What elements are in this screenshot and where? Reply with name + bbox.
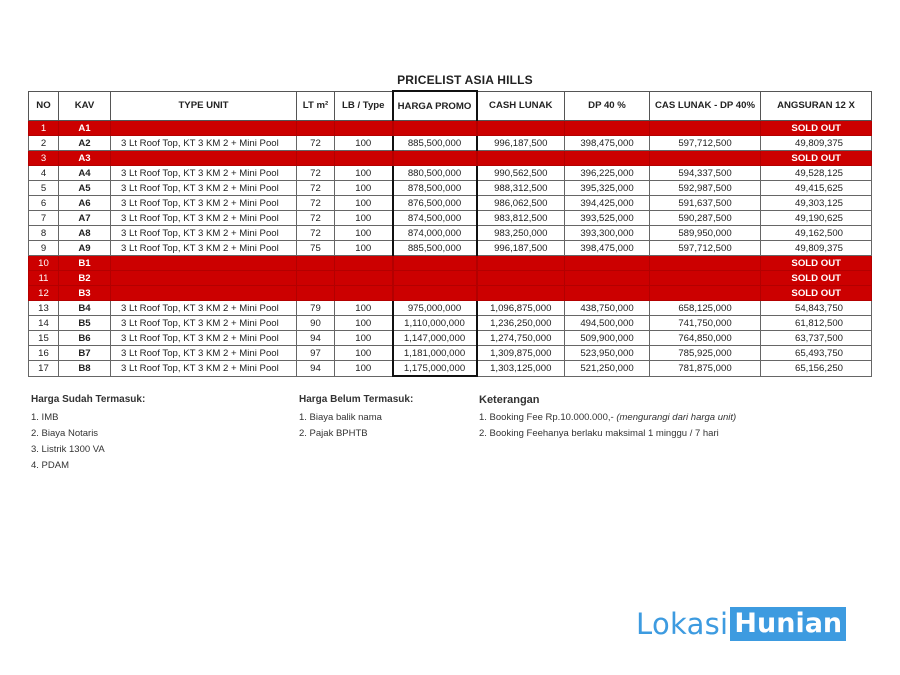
cell-cash-lunak (477, 256, 565, 271)
cell-cas-lunak-dp: 590,287,500 (650, 211, 761, 226)
cell-type-unit: 3 Lt Roof Top, KT 3 KM 2 + Mini Pool (111, 166, 297, 181)
cell-no: 7 (29, 211, 59, 226)
cell-cash-lunak: 983,812,500 (477, 211, 565, 226)
cell-kav: A8 (59, 226, 111, 241)
cell-angsuran: SOLD OUT (761, 286, 872, 301)
cell-dp: 394,425,000 (565, 196, 650, 211)
header-angsuran: ANGSURAN 12 X (761, 91, 872, 121)
harga-sudah-heading: Harga Sudah Termasuk: (31, 394, 146, 405)
cell-harga-promo: 876,500,000 (393, 196, 477, 211)
cell-no: 16 (29, 346, 59, 361)
table-row-sold-out (29, 271, 872, 286)
cell-type-unit (111, 286, 297, 301)
cell-lt: 94 (297, 331, 335, 346)
cell-dp: 521,250,000 (565, 361, 650, 377)
cell-lb: 100 (335, 166, 393, 181)
cell-no: 8 (29, 226, 59, 241)
cell-cash-lunak: 996,187,500 (477, 241, 565, 256)
cell-type-unit: 3 Lt Roof Top, KT 3 KM 2 + Mini Pool (111, 346, 297, 361)
cell-lt: 72 (297, 166, 335, 181)
cell-angsuran: SOLD OUT (761, 271, 872, 286)
cell-type-unit: 3 Lt Roof Top, KT 3 KM 2 + Mini Pool (111, 361, 297, 377)
cell-cash-lunak (477, 121, 565, 136)
cell-lb: 100 (335, 361, 393, 377)
cell-cas-lunak-dp: 741,750,000 (650, 316, 761, 331)
table-row (29, 316, 872, 331)
list-item: 2. Pajak BPHTB (299, 428, 368, 439)
cell-cash-lunak: 1,096,875,000 (477, 301, 565, 316)
cell-no: 10 (29, 256, 59, 271)
header-no: NO (29, 91, 59, 121)
cell-lb (335, 256, 393, 271)
cell-lt (297, 256, 335, 271)
cell-kav: B4 (59, 301, 111, 316)
header-cash-lunak: CASH LUNAK (477, 91, 565, 121)
table-row-sold-out (29, 121, 872, 136)
table-row (29, 241, 872, 256)
cell-lt: 97 (297, 346, 335, 361)
cell-dp: 393,300,000 (565, 226, 650, 241)
cell-angsuran: SOLD OUT (761, 121, 872, 136)
cell-harga-promo: 1,110,000,000 (393, 316, 477, 331)
cell-cas-lunak-dp: 764,850,000 (650, 331, 761, 346)
cell-lt (297, 151, 335, 166)
lokasi-hunian-logo (636, 606, 846, 642)
cell-cash-lunak: 1,236,250,000 (477, 316, 565, 331)
list-item: 1. IMB (31, 412, 59, 423)
keterangan-item1-text: 1. Booking Fee Rp.10.000.000,- (479, 412, 617, 423)
cell-cash-lunak: 990,562,500 (477, 166, 565, 181)
cell-cash-lunak (477, 286, 565, 301)
cell-lb: 100 (335, 241, 393, 256)
cell-angsuran: 49,528,125 (761, 166, 872, 181)
cell-angsuran: 49,415,625 (761, 181, 872, 196)
cell-cash-lunak (477, 151, 565, 166)
cell-harga-promo (393, 286, 477, 301)
cell-angsuran: 61,812,500 (761, 316, 872, 331)
cell-cash-lunak: 996,187,500 (477, 136, 565, 151)
cell-cas-lunak-dp (650, 271, 761, 286)
cell-type-unit (111, 151, 297, 166)
cell-cas-lunak-dp: 597,712,500 (650, 136, 761, 151)
cell-lt: 72 (297, 136, 335, 151)
cell-cas-lunak-dp (650, 151, 761, 166)
cell-cas-lunak-dp: 658,125,000 (650, 301, 761, 316)
cell-no: 2 (29, 136, 59, 151)
cell-type-unit: 3 Lt Roof Top, KT 3 KM 2 + Mini Pool (111, 331, 297, 346)
cell-lb (335, 271, 393, 286)
cell-type-unit: 3 Lt Roof Top, KT 3 KM 2 + Mini Pool (111, 136, 297, 151)
cell-kav: A5 (59, 181, 111, 196)
cell-dp: 396,225,000 (565, 166, 650, 181)
cell-dp (565, 121, 650, 136)
cell-type-unit (111, 271, 297, 286)
cell-lt: 72 (297, 226, 335, 241)
cell-type-unit: 3 Lt Roof Top, KT 3 KM 2 + Mini Pool (111, 226, 297, 241)
cell-angsuran: 49,190,625 (761, 211, 872, 226)
logo-text-hunian: Hunian (730, 607, 846, 641)
cell-kav: A4 (59, 166, 111, 181)
cell-angsuran: 65,156,250 (761, 361, 872, 377)
header-harga-promo: HARGA PROMO (393, 91, 477, 121)
table-row-sold-out (29, 286, 872, 301)
table-row (29, 331, 872, 346)
cell-dp: 494,500,000 (565, 316, 650, 331)
cell-dp (565, 256, 650, 271)
table-row (29, 196, 872, 211)
table-row (29, 136, 872, 151)
cell-lb: 100 (335, 181, 393, 196)
cell-kav: A2 (59, 136, 111, 151)
cell-harga-promo (393, 121, 477, 136)
cell-no: 3 (29, 151, 59, 166)
page-title: PRICELIST ASIA HILLS (397, 73, 533, 87)
cell-cas-lunak-dp: 785,925,000 (650, 346, 761, 361)
cell-no: 12 (29, 286, 59, 301)
cell-angsuran: SOLD OUT (761, 256, 872, 271)
cell-cash-lunak: 1,303,125,000 (477, 361, 565, 377)
cell-kav: A7 (59, 211, 111, 226)
cell-cas-lunak-dp (650, 286, 761, 301)
table-row (29, 301, 872, 316)
cell-lb: 100 (335, 226, 393, 241)
cell-no: 11 (29, 271, 59, 286)
table-row (29, 226, 872, 241)
cell-angsuran: 54,843,750 (761, 301, 872, 316)
cell-lb: 100 (335, 196, 393, 211)
cell-type-unit (111, 121, 297, 136)
keterangan-item1-note: (mengurangi dari harga unit) (616, 412, 737, 423)
cell-harga-promo: 880,500,000 (393, 166, 477, 181)
header-lt: LT m² (297, 91, 335, 121)
cell-no: 15 (29, 331, 59, 346)
harga-belum-heading: Harga Belum Termasuk: (299, 394, 414, 405)
cell-kav: A3 (59, 151, 111, 166)
harga-sudah-termasuk (31, 392, 145, 474)
cell-lt: 75 (297, 241, 335, 256)
list-item: 1. Biaya balik nama (299, 412, 382, 423)
header-dp: DP 40 % (565, 91, 650, 121)
cell-no: 6 (29, 196, 59, 211)
table-row (29, 181, 872, 196)
cell-type-unit: 3 Lt Roof Top, KT 3 KM 2 + Mini Pool (111, 196, 297, 211)
list-item: 2. Biaya Notaris (31, 428, 99, 439)
cell-harga-promo: 1,175,000,000 (393, 361, 477, 377)
cell-harga-promo: 874,000,000 (393, 226, 477, 241)
cell-harga-promo: 885,500,000 (393, 241, 477, 256)
cell-dp (565, 286, 650, 301)
cell-lt (297, 271, 335, 286)
cell-dp: 395,325,000 (565, 181, 650, 196)
cell-harga-promo: 885,500,000 (393, 136, 477, 151)
cell-lt: 90 (297, 316, 335, 331)
cell-dp: 509,900,000 (565, 331, 650, 346)
cell-kav: A1 (59, 121, 111, 136)
cell-lb: 100 (335, 316, 393, 331)
cell-harga-promo (393, 256, 477, 271)
harga-belum-termasuk (299, 392, 413, 442)
cell-kav: A6 (59, 196, 111, 211)
cell-type-unit: 3 Lt Roof Top, KT 3 KM 2 + Mini Pool (111, 181, 297, 196)
table-row (29, 166, 872, 181)
cell-dp (565, 271, 650, 286)
cell-harga-promo (393, 271, 477, 286)
header-lb: LB / Type (335, 91, 393, 121)
cell-lb: 100 (335, 136, 393, 151)
cell-lb: 100 (335, 331, 393, 346)
cell-cas-lunak-dp: 597,712,500 (650, 241, 761, 256)
cell-angsuran: 49,303,125 (761, 196, 872, 211)
cell-dp: 523,950,000 (565, 346, 650, 361)
cell-harga-promo: 878,500,000 (393, 181, 477, 196)
pricelist-table (28, 90, 872, 377)
list-item (479, 410, 736, 426)
cell-lb: 100 (335, 211, 393, 226)
cell-lt: 72 (297, 181, 335, 196)
logo-text-lokasi: Lokasi (636, 607, 729, 641)
cell-dp: 398,475,000 (565, 241, 650, 256)
cell-no: 17 (29, 361, 59, 377)
table-body (29, 121, 872, 377)
cell-kav: B7 (59, 346, 111, 361)
keterangan-heading: Keterangan (479, 394, 540, 406)
keterangan (479, 392, 736, 442)
list-item: 3. Listrik 1300 VA (31, 444, 105, 455)
cell-lt: 94 (297, 361, 335, 377)
cell-cas-lunak-dp: 592,987,500 (650, 181, 761, 196)
cell-angsuran: 49,809,375 (761, 241, 872, 256)
cell-no: 13 (29, 301, 59, 316)
cell-dp: 438,750,000 (565, 301, 650, 316)
cell-cas-lunak-dp: 594,337,500 (650, 166, 761, 181)
cell-kav: B1 (59, 256, 111, 271)
table-header-row (29, 91, 872, 121)
cell-kav: B5 (59, 316, 111, 331)
header-kav: KAV (59, 91, 111, 121)
cell-cas-lunak-dp (650, 256, 761, 271)
cell-cash-lunak: 988,312,500 (477, 181, 565, 196)
cell-harga-promo: 874,500,000 (393, 211, 477, 226)
list-item: 4. PDAM (31, 460, 70, 471)
cell-harga-promo: 975,000,000 (393, 301, 477, 316)
cell-no: 5 (29, 181, 59, 196)
cell-angsuran: 49,162,500 (761, 226, 872, 241)
cell-kav: B2 (59, 271, 111, 286)
cell-no: 9 (29, 241, 59, 256)
table-row (29, 361, 872, 377)
cell-angsuran: SOLD OUT (761, 151, 872, 166)
cell-no: 4 (29, 166, 59, 181)
table-row (29, 211, 872, 226)
cell-type-unit: 3 Lt Roof Top, KT 3 KM 2 + Mini Pool (111, 241, 297, 256)
cell-no: 14 (29, 316, 59, 331)
cell-harga-promo (393, 151, 477, 166)
cell-cash-lunak: 986,062,500 (477, 196, 565, 211)
cell-no: 1 (29, 121, 59, 136)
cell-cash-lunak: 1,274,750,000 (477, 331, 565, 346)
cell-angsuran: 63,737,500 (761, 331, 872, 346)
cell-cas-lunak-dp (650, 121, 761, 136)
cell-dp (565, 151, 650, 166)
cell-cash-lunak: 983,250,000 (477, 226, 565, 241)
cell-cash-lunak: 1,309,875,000 (477, 346, 565, 361)
header-type-unit: TYPE UNIT (111, 91, 297, 121)
cell-kav: B3 (59, 286, 111, 301)
cell-angsuran: 49,809,375 (761, 136, 872, 151)
cell-kav: A9 (59, 241, 111, 256)
cell-lb: 100 (335, 301, 393, 316)
cell-type-unit (111, 256, 297, 271)
cell-cas-lunak-dp: 781,875,000 (650, 361, 761, 377)
cell-lt: 79 (297, 301, 335, 316)
cell-dp: 398,475,000 (565, 136, 650, 151)
cell-lt (297, 121, 335, 136)
cell-cash-lunak (477, 271, 565, 286)
cell-type-unit: 3 Lt Roof Top, KT 3 KM 2 + Mini Pool (111, 211, 297, 226)
cell-lt (297, 286, 335, 301)
header-cas-lunak-dp: CAS LUNAK - DP 40% (650, 91, 761, 121)
cell-lt: 72 (297, 211, 335, 226)
list-item: 2. Booking Feehanya berlaku maksimal 1 minggu / 7 hari (479, 428, 719, 439)
table-row (29, 346, 872, 361)
cell-lb (335, 286, 393, 301)
cell-cas-lunak-dp: 591,637,500 (650, 196, 761, 211)
table-row-sold-out (29, 151, 872, 166)
cell-type-unit: 3 Lt Roof Top, KT 3 KM 2 + Mini Pool (111, 301, 297, 316)
cell-lb (335, 121, 393, 136)
cell-angsuran: 65,493,750 (761, 346, 872, 361)
cell-type-unit: 3 Lt Roof Top, KT 3 KM 2 + Mini Pool (111, 316, 297, 331)
table-row-sold-out (29, 256, 872, 271)
cell-lb (335, 151, 393, 166)
cell-dp: 393,525,000 (565, 211, 650, 226)
cell-harga-promo: 1,181,000,000 (393, 346, 477, 361)
cell-cas-lunak-dp: 589,950,000 (650, 226, 761, 241)
cell-lt: 72 (297, 196, 335, 211)
cell-kav: B6 (59, 331, 111, 346)
cell-kav: B8 (59, 361, 111, 377)
cell-harga-promo: 1,147,000,000 (393, 331, 477, 346)
cell-lb: 100 (335, 346, 393, 361)
